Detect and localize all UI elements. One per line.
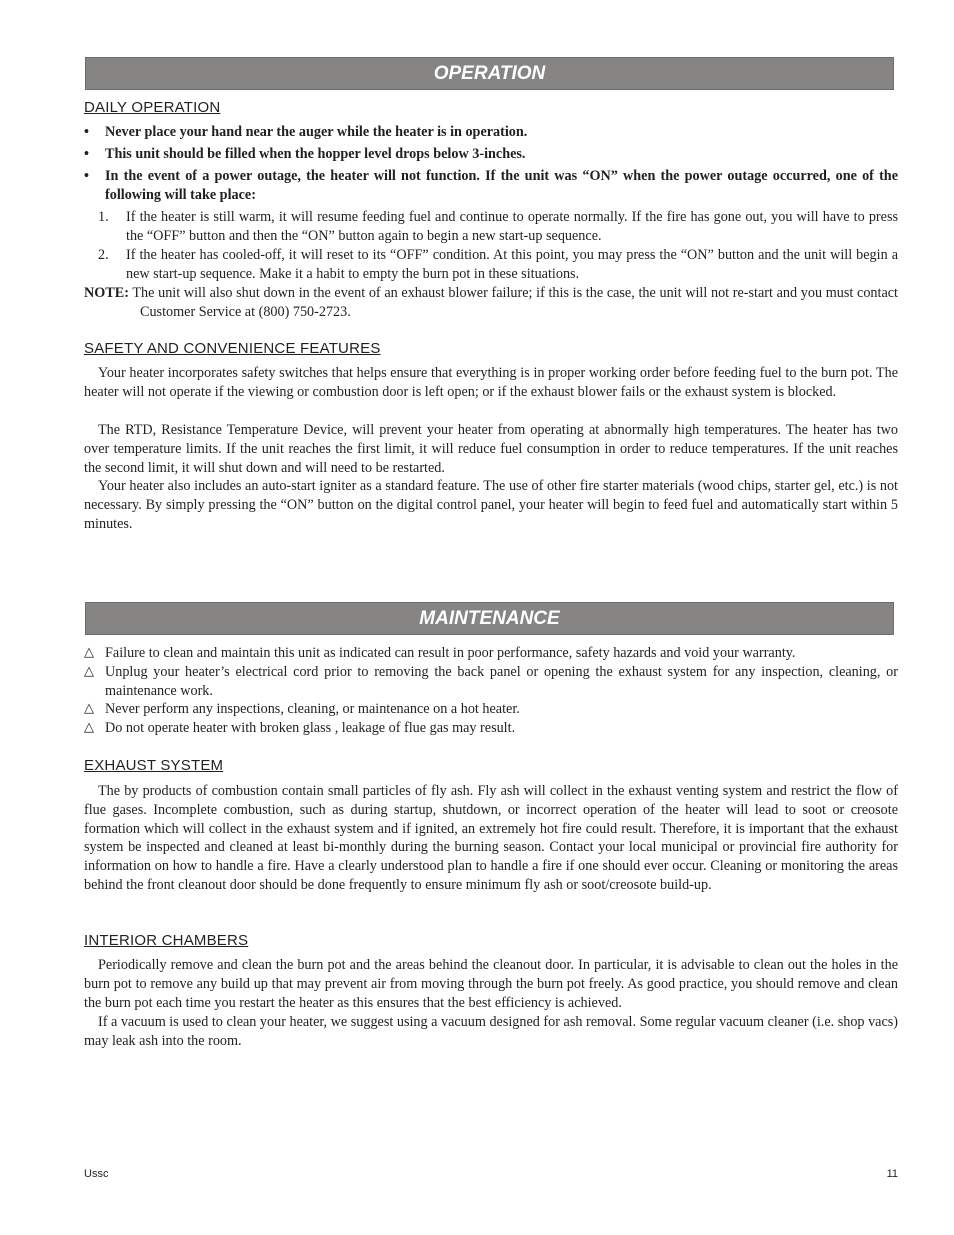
warning-triangle-icon: △ bbox=[84, 720, 94, 735]
bullet-text: This unit should be filled when the hopper level drops below 3-inches. bbox=[105, 146, 526, 162]
item-number: 1. bbox=[98, 209, 109, 225]
warning-triangle-icon: △ bbox=[84, 664, 94, 679]
operation-banner: OPERATION bbox=[85, 57, 894, 90]
note bbox=[84, 284, 898, 321]
paragraph: The by products of combustion contain small particles of fly ash. Fly ash will collect in the exhaust venting system and restrict the flow of flue gases. Incomplete combustion, such as during startup, shutdown, or incorrect operation of the heater will lead to soot or creosote formation which will collect in the exhaust system and if ignited, an extremely hot fire could result. Therefore, it is important that the exhaust system be inspected and cleaned at least bi-monthly during the burning season. Contact your local municipal or provincial fire authority for information on how to handle a fire. Have a clearly understood plan to handle a fire if one should ever occur. Cleaning or monitoring the areas behind the front cleanout door should be done frequently to ensure minimum fly ash or soot/creosote build-up. bbox=[84, 783, 898, 893]
item-text: If the heater has cooled-off, it will reset to its “OFF” condition. At this point, you may press the “ON” button and the unit will begin a new start-up sequence. Make it a habit to empty the burn pot in these situations. bbox=[126, 247, 898, 282]
interior-chambers-heading: INTERIOR CHAMBERS bbox=[84, 932, 249, 949]
warning-text: Do not operate heater with broken glass , leakage of flue gas may result. bbox=[105, 720, 516, 736]
item-text: If the heater is still warm, it will resume feeding fuel and continue to operate normally. If the fire has gone out, you will have to press the “OFF” button and then the “ON” button again to begin a new start-up sequence. bbox=[126, 209, 898, 244]
exhaust-system-heading: EXHAUST SYSTEM bbox=[84, 757, 224, 774]
paragraph: If a vacuum is used to clean your heater, we suggest using a vacuum designed for ash removal. Some regular vacuum cleaner (i.e. shop vacs) may leak ash into the room. bbox=[84, 1014, 898, 1049]
bullet-text: Never place your hand near the auger while the heater is in operation. bbox=[105, 124, 528, 140]
warning-text: Failure to clean and maintain this unit as indicated can result in poor performance, safety hazards and void your warranty. bbox=[105, 645, 796, 661]
bullet-item bbox=[84, 145, 898, 164]
warning-item bbox=[84, 719, 898, 738]
paragraph: Your heater incorporates safety switches that helps ensure that everything is in proper working order before feeding fuel to the burn pot. The heater will not operate if the viewing or combustion door is left open; or if the exhaust blower fails or the exhaust system is blocked. bbox=[84, 365, 898, 400]
page-number: 11 bbox=[886, 1168, 898, 1180]
footer-brand: Ussc bbox=[84, 1168, 109, 1180]
safety-features-heading: SAFETY AND CONVENIENCE FEATURES bbox=[84, 340, 381, 357]
maintenance-banner: MAINTENANCE bbox=[85, 602, 894, 635]
warning-text: Unplug your heater’s electrical cord prior to removing the back panel or opening the exhaust system for any inspection, cleaning, or maintenance work. bbox=[105, 664, 898, 699]
numbered-item bbox=[84, 246, 898, 283]
item-number: 2. bbox=[98, 247, 109, 263]
bullet-item bbox=[84, 123, 898, 142]
note-label: NOTE: bbox=[84, 285, 129, 301]
paragraph: Your heater also includes an auto-start igniter as a standard feature. The use of other fire starter materials (wood chips, starter gel, etc.) is not necessary. By simply pressing the “ON” button on the digital control panel, your heater will begin to feed fuel and automatically start within 5 minutes. bbox=[84, 478, 898, 532]
bullet-symbol: • bbox=[84, 168, 89, 184]
warning-item bbox=[84, 663, 898, 700]
warning-triangle-icon: △ bbox=[84, 645, 94, 660]
bullet-symbol: • bbox=[84, 124, 89, 140]
warning-item bbox=[84, 700, 898, 719]
paragraph: The RTD, Resistance Temperature Device, will prevent your heater from operating at abnormally high temperatures. The heater has two over temperature limits. If the unit reaches the first limit, it will reduce fuel consumption in order to reduce temperatures. If the unit reaches the second limit, it will shut down and will need to be restarted. bbox=[84, 422, 898, 476]
bullet-item bbox=[84, 167, 898, 205]
warning-text: Never perform any inspections, cleaning, or maintenance on a hot heater. bbox=[105, 701, 520, 717]
numbered-item bbox=[84, 208, 898, 245]
paragraph: Periodically remove and clean the burn pot and the areas behind the cleanout door. In particular, it is advisable to clean out the holes in the burn pot to remove any build up that may prevent air from moving through the burn pot freely. As good practice, you should remove and clean the burn pot each time you restart the heater as this ensures that the best efficiency is achieved. bbox=[84, 957, 898, 1011]
note-text: The unit will also shut down in the event of an exhaust blower failure; if this is the case, the unit will not re-start and you must contact Customer Service at (800) 750-2723. bbox=[132, 285, 899, 320]
daily-operation-heading: DAILY OPERATION bbox=[84, 99, 221, 116]
bullet-symbol: • bbox=[84, 146, 89, 162]
warning-triangle-icon: △ bbox=[84, 701, 94, 716]
warning-item bbox=[84, 644, 898, 663]
bullet-text: In the event of a power outage, the heater will not function. If the unit was “ON” when the power outage occurred, one of the following will take place: bbox=[105, 168, 898, 203]
